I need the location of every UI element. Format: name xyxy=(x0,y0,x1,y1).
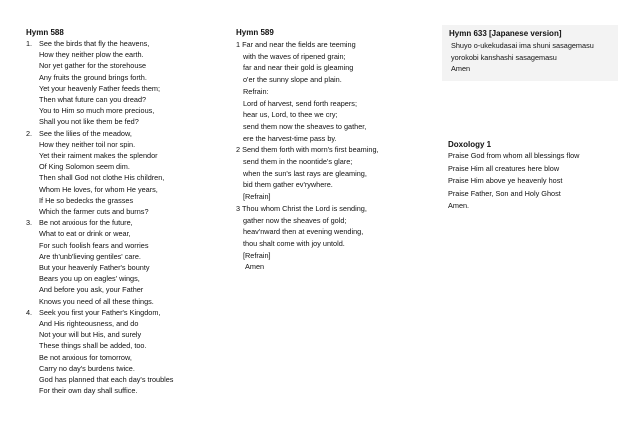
hymn-line: Any fruits the ground brings forth. xyxy=(39,72,147,82)
hymn-line: Of King Solomon seem dim. xyxy=(39,162,130,172)
hymn-line: Be not anxious for tomorrow, xyxy=(39,352,132,362)
hymn-line: For such foolish fears and worries xyxy=(39,240,149,250)
hymn-line: yorokobi kanshashi sasagemasu xyxy=(451,52,557,62)
doxology-line: Praise Father, Son and Holy Ghost xyxy=(448,188,561,198)
hymn-633-title: Hymn 633 [Japanese version] xyxy=(449,29,562,38)
hymn-line: God has planned that each day's troubles xyxy=(39,375,174,384)
hymn-line: Nor yet gather for the storehouse xyxy=(39,61,147,71)
hymn-line: [Refrain] xyxy=(243,192,271,202)
hymn-line: Shall you not like them be fed? xyxy=(39,117,139,127)
hymn-line: bid them gather ev'rywhere. xyxy=(243,180,333,190)
hymn-line: Whom He loves, for whom He years, xyxy=(39,184,158,194)
hymn-line: Then shall God not clothe His children, xyxy=(39,173,165,183)
verse-number: 4. xyxy=(26,307,33,317)
doxology-title: Doxology 1 xyxy=(448,140,492,149)
hymn-line: Knows you need of all these things. xyxy=(39,296,154,306)
hymn-line: Carry no day's burdens twice. xyxy=(39,363,135,373)
hymn-line: Yet their raiment makes the splendor xyxy=(39,151,158,160)
hymn-line: when the sun's last rays are gleaming, xyxy=(243,168,367,178)
hymn-line: Bears you up on eagles' wings, xyxy=(39,274,140,284)
hymn-line: How they neither plow the earth. xyxy=(39,50,144,60)
hymn-line: Are th'unb'lieving gentiles' care. xyxy=(39,251,141,261)
hymn-line: And His righteousness, and do xyxy=(39,319,139,328)
doxology-line: Praise Him all creatures here blow xyxy=(448,163,560,173)
hymn-line: You to Him so much more precious, xyxy=(39,106,155,116)
hymn-line: Amen xyxy=(245,262,265,272)
hymn-line: Lord of harvest, send forth reapers; xyxy=(243,98,357,108)
hymn-line: Which the farmer cuts and burns? xyxy=(39,207,149,216)
hymn-line: And before you ask, your Father xyxy=(39,285,144,295)
hymn-line: [Refrain] xyxy=(243,250,271,260)
hymn-line: But your heavenly Father's bounty xyxy=(39,263,150,272)
hymn-line: For their own day shall suffice. xyxy=(39,386,138,396)
hymn-line: See the birds that fly the heavens, xyxy=(39,39,150,48)
hymn-line: Shuyo o-ukekudasai ima shuni sasagemasu xyxy=(451,41,594,50)
hymn-line: 3 Thou whom Christ the Lord is sending, xyxy=(236,203,367,213)
hymn-line: 1 Far and near the fields are teeming xyxy=(236,40,356,49)
hymn-line: Be not anxious for the future, xyxy=(39,218,133,228)
hymn-line: far and near their gold is gleaming xyxy=(243,63,354,73)
hymn-589-title: Hymn 589 xyxy=(236,28,274,37)
doxology-line: Amen. xyxy=(448,201,470,210)
verse-number: 3. xyxy=(26,218,33,228)
verse-number: 2. xyxy=(26,128,33,138)
hymn-line: Yet your heavenly Father feeds them; xyxy=(39,83,161,93)
hymn-line: 2 Send them forth with morn's first beaming, xyxy=(236,145,379,155)
hymn-line: o'er the sunny slope and plain. xyxy=(243,75,342,85)
hymn-588-title: Hymn 588 xyxy=(26,28,64,37)
hymn-line: Amen xyxy=(451,64,471,73)
hymn-line: heav'nward then at evening wending, xyxy=(243,227,364,237)
verse-number: 1. xyxy=(26,39,33,48)
hymn-line: Not your will but His, and surely xyxy=(39,330,142,340)
doxology-line: Praise Him above ye heavenly host xyxy=(448,176,563,185)
hymn-line: What to eat or drink or wear, xyxy=(39,229,131,239)
hymn-line: Refrain: xyxy=(243,86,269,96)
hymn-line: These things shall be added, too. xyxy=(39,341,147,351)
hymn-line: thou shalt come with joy untold. xyxy=(243,238,345,248)
hymn-line: ere the harvest-time pass by. xyxy=(243,133,337,143)
hymn-line: send them in the noontide's glare; xyxy=(243,157,353,166)
hymn-line: How they neither toil nor spin. xyxy=(39,139,136,149)
hymn-line: See the lilies of the meadow, xyxy=(39,128,132,138)
hymn-line: Seek you first your Father's Kingdom, xyxy=(39,307,161,317)
hymn-line: with the waves of ripened grain; xyxy=(243,51,346,61)
hymn-line: Then what future can you dread? xyxy=(39,95,147,104)
hymn-line: gather now the sheaves of gold; xyxy=(243,215,347,225)
hymn-line: send them now the sheaves to gather, xyxy=(243,121,367,131)
doxology-line: Praise God from whom all blessings flow xyxy=(448,151,580,160)
hymn-line: hear us, Lord, to thee we cry; xyxy=(243,110,338,120)
hymn-line: If He so bedecks the grasses xyxy=(39,195,134,205)
